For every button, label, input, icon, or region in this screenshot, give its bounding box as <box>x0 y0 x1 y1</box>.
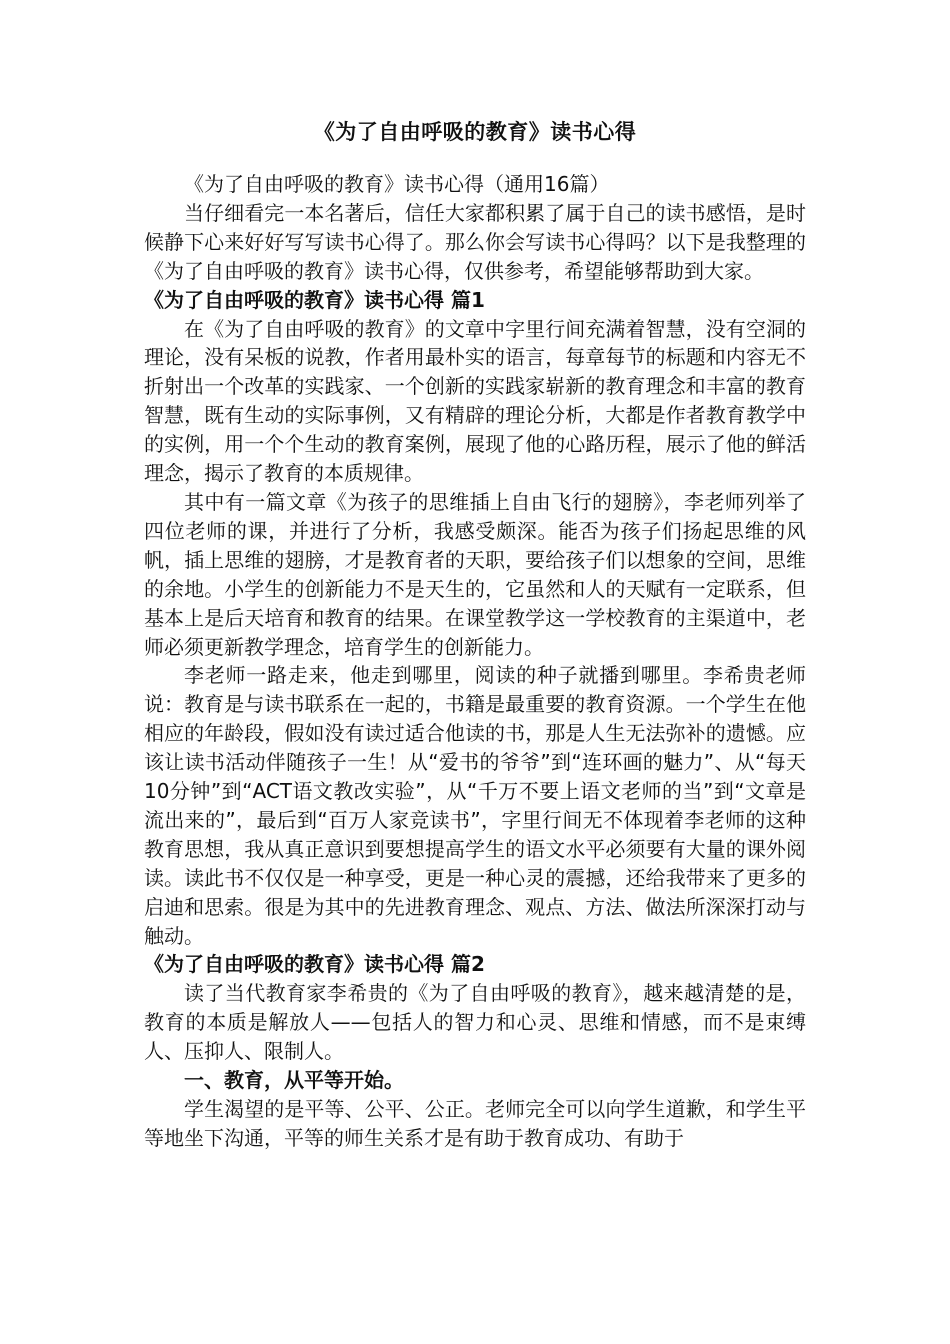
document-page <box>144 116 806 1153</box>
section-1-paragraph-1: 在《为了自由呼吸的教育》的文章中字里行间充满着智慧，没有空洞的理论，没有呆板的说教，作者用最朴实的语言，每章每节的标题和内容无不折射出一个改革的实践家、一个创新的实践家崭新的教育理念和丰富的教育智慧，既有生动的实际事例，又有精辟的理论分析，大都是作者教育教学中的实例，用一个个生动的教育案例，展现了他的心路历程，展示了他的鲜活理念，揭示了教育的本质规律。 <box>144 316 806 486</box>
document-subtitle: 《为了自由呼吸的教育》读书心得（通用16篇） <box>184 172 610 196</box>
section-2-subheading: 一、教育，从平等开始。 <box>184 1068 404 1093</box>
section-1-paragraph-2: 其中有一篇文章《为孩子的思维插上自由飞行的翅膀》，李老师列举了四位老师的课，并进行了分析，我感受颇深。能否为孩子们扬起思维的风帆，插上思维的翅膀，才是教育者的天职，要给孩子们以想象的空间，思维的余地。小学生的创新能力不是天生的，它虽然和人的天赋有一定联系，但基本上是后天培育和教育的结果。在课堂教学这一学校教育的主渠道中，老师必须更新教学理念，培育学生的创新能力。 <box>144 489 806 659</box>
section-2-paragraph-2: 学生渴望的是平等、公平、公正。老师完全可以向学生道歉，和学生平等地坐下沟通，平等的师生关系才是有助于教育成功、有助于 <box>144 1097 806 1150</box>
section-1-paragraph-3: 李老师一路走来，他走到哪里，阅读的种子就播到哪里。李希贵老师说：教育是与读书联系在一起的，书籍是最重要的教育资源。一个学生在他相应的年龄段，假如没有读过适合他读的书，那是人生无法弥补的遗憾。应该让读书活动伴随孩子一生！从“爱书的爷爷”到“连环画的魅力”、从“每天10分钟”到“ACT语文教改实验”，从“千万不要上语文老师的当”到“文章是流出来的”，最后到“百万人家竞读书”，字里行间无不体现着李老师的这种教育思想，我从真正意识到要想提高学生的语文水平必须要有大量的课外阅读。读此书不仅仅是一种享受，更是一种心灵的震撼，还给我带来了更多的启迪和思索。很是为其中的先进教育理念、观点、方法、做法所深深打动与触动。 <box>144 663 806 948</box>
section-2-paragraph-1: 读了当代教育家李希贵的《为了自由呼吸的教育》，越来越清楚的是，教育的本质是解放人——包括人的智力和心灵、思维和情感，而不是束缚人、压抑人、限制人。 <box>144 981 806 1064</box>
intro-paragraph: 当仔细看完一本名著后，信任大家都积累了属于自己的读书感悟，是时候静下心来好好写写读书心得了。那么你会写读书心得吗？以下是我整理的《为了自由呼吸的教育》读书心得，仅供参考，希望能够帮助到大家。 <box>144 200 806 283</box>
document-title: 《为了自由呼吸的教育》读书心得 <box>313 120 637 144</box>
section-heading-2: 《为了自由呼吸的教育》读书心得 篇2 <box>144 952 485 977</box>
section-heading-1: 《为了自由呼吸的教育》读书心得 篇1 <box>144 287 485 312</box>
